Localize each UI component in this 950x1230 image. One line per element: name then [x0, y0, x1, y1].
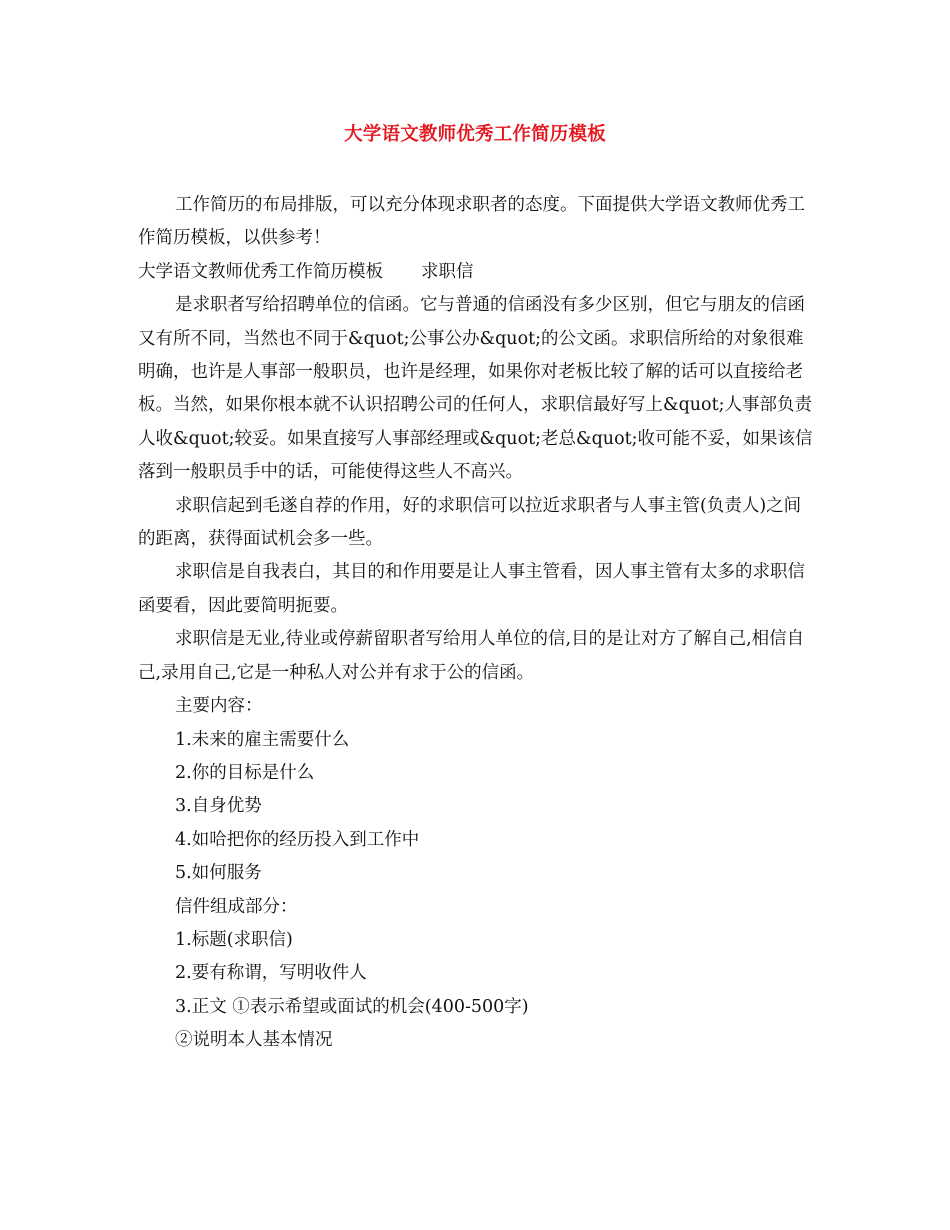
- list-item: 1.未来的雇主需要什么: [175, 729, 350, 750]
- list-item: 3.正文 ①表示希望或面试的机会(400-500字): [175, 996, 529, 1017]
- paragraph-cover-letter-definition: 是求职者写给招聘单位的信函。它与普通的信函没有多少区别，但它与朋友的信函又有所不同，当然也不同于&quot;公事公办&quot;的公文函。求职信所给的对象很难明确，也许是人事部一般职员，也许是经理，如果你对老板比较了解的话可以直接给老板。当然，如果你根本就不认识招聘公司的任何人，求职信最好写上&quot;人事部负责人收&quot;较妥。如果直接写人事部经理或&quot;老总&quot;收可能不妥，如果该信落到一般职员手中的话，可能使得这些人不高兴。: [138, 295, 813, 483]
- list-item: 4.如哈把你的经历投入到工作中: [175, 829, 420, 850]
- list-item: 3.自身优势: [175, 796, 262, 817]
- list-item: 2.要有称谓，写明收件人: [175, 963, 367, 984]
- parts-heading: 信件组成部分：: [175, 896, 298, 917]
- document-body: [138, 189, 814, 1058]
- paragraph-cover-letter-purpose: 求职信起到毛遂自荐的作用，好的求职信可以拉近求职者与人事主管(负责人)之间的距离，获得面试机会多一些。: [138, 495, 802, 550]
- subheading-line: [138, 256, 814, 289]
- intro-paragraph: 工作简历的布局排版，可以充分体现求职者的态度。下面提供大学语文教师优秀工作简历模板，以供参考！: [138, 195, 805, 249]
- list-item: 5.如何服务: [175, 863, 262, 884]
- document-title: 大学语文教师优秀工作简历模板: [344, 124, 606, 145]
- main-content-heading: 主要内容：: [175, 696, 263, 717]
- list-item: 1.标题(求职信): [175, 929, 293, 950]
- paragraph-cover-letter-brevity: 求职信是自我表白，其目的和作用要是让人事主管看，因人事主管有太多的求职信函要看，因此要简明扼要。: [138, 562, 805, 616]
- subheading-right: 求职信: [421, 261, 474, 282]
- list-item: 2.你的目标是什么: [175, 762, 315, 783]
- paragraph-cover-letter-audience: 求职信是无业,待业或停薪留职者写给用人单位的信,目的是让对方了解自己,相信自己,录用自己,它是一种私人对公并有求于公的信函。: [138, 629, 805, 683]
- subheading-left: 大学语文教师优秀工作简历模板: [138, 261, 383, 282]
- list-item: ②说明本人基本情况: [175, 1030, 333, 1051]
